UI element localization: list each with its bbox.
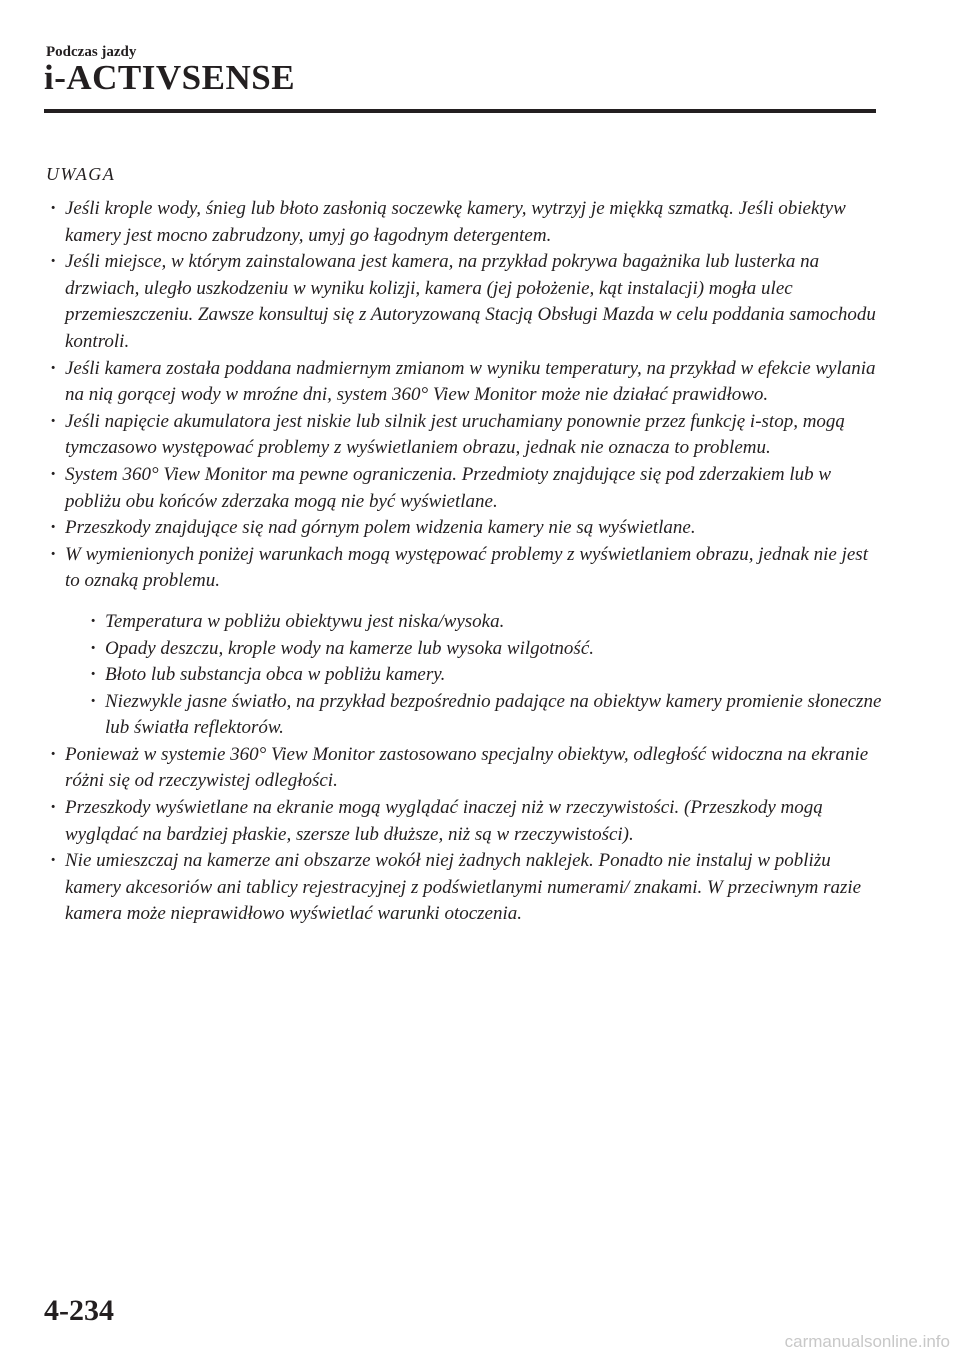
note-list <box>46 196 884 928</box>
note-item: · Jeśli napięcie akumulatora jest niskie lub silnik jest uruchamiany ponownie przez funkcję i-stop, mogą tymczasowo występować problemy z wyświetlaniem obrazu, jednak nie oznacza to problemu. <box>46 409 884 462</box>
note-item-text: W wymienionych poniżej warunkach mogą występować problemy z wyświetlaniem obrazu, jednak nie jest to oznaką problemu. <box>65 543 868 592</box>
page-number: 4-234 <box>44 1294 114 1327</box>
note-subitem: · Błoto lub substancja obca w pobliżu kamery. <box>86 662 884 689</box>
chapter-title: i-ACTIVSENSE <box>44 58 296 97</box>
note-item: · Jeśli krople wody, śnieg lub błoto zasłonią soczewkę kamery, wytrzyj je miękką szmatką. Jeśli obiektyw kamery jest mocno zabrudzony, umyj go łagodnym detergentem. <box>46 196 884 249</box>
note-item: · Jeśli kamera została poddana nadmiernym zmianom w wyniku temperatury, na przykład w efekcie wylania na nią gorącej wody w mroźne dni, system 360° View Monitor może nie działać prawidłowo. <box>46 356 884 409</box>
note-item: · Ponieważ w systemie 360° View Monitor zastosowano specjalny obiektyw, odległość widoczna na ekranie różni się od rzeczywistej odległości. <box>46 742 884 795</box>
note-body <box>46 196 884 928</box>
note-subitem: · Niezwykle jasne światło, na przykład bezpośrednio padające na obiektyw kamery promienie słoneczne lub światła reflektorów. <box>86 689 884 742</box>
watermark: carmanualsonline.info <box>784 1332 950 1351</box>
note-item: · Przeszkody znajdujące się nad górnym polem widzenia kamery nie są wyświetlane. <box>46 515 884 542</box>
title-divider <box>44 109 876 113</box>
note-item-with-sublist <box>46 542 884 742</box>
note-item: · Jeśli miejsce, w którym zainstalowana jest kamera, na przykład pokrywa bagażnika lub lusterka na drzwiach, uległo uszkodzeniu w wyniku kolizji, kamera (jej położenie, kąt instalacji) mogła ulec przemieszczeniu. Zawsze konsultuj się z Autoryzowaną Stacją Obsługi Mazda w celu poddania samochodu kontroli. <box>46 249 884 355</box>
note-subitem: · Opady deszczu, krople wody na kamerze lub wysoka wilgotność. <box>86 636 884 663</box>
note-heading: UWAGA <box>46 164 116 184</box>
note-item: · Nie umieszczaj na kamerze ani obszarze wokół niej żadnych naklejek. Ponadto nie instaluj w pobliżu kamery akcesoriów ani tablicy rejestracyjnej z podświetlanymi numerami/ znakami. W przeciwnym razie kamera może nieprawidłowo wyświetlać warunki otoczenia. <box>46 848 884 928</box>
section-label: Podczas jazdy <box>46 44 137 60</box>
note-item: · System 360° View Monitor ma pewne ograniczenia. Przedmioty znajdujące się pod zderzakiem lub w pobliżu obu końców zderzaka mogą nie być wyświetlane. <box>46 462 884 515</box>
note-item: · Przeszkody wyświetlane na ekranie mogą wyglądać inaczej niż w rzeczywistości. (Przeszkody mogą wyglądać na bardziej płaskie, szersze lub dłuższe, niż są w rzeczywistości). <box>46 795 884 848</box>
note-sublist <box>65 609 884 742</box>
note-subitem: · Temperatura w pobliżu obiektywu jest niska/wysoka. <box>86 609 884 636</box>
